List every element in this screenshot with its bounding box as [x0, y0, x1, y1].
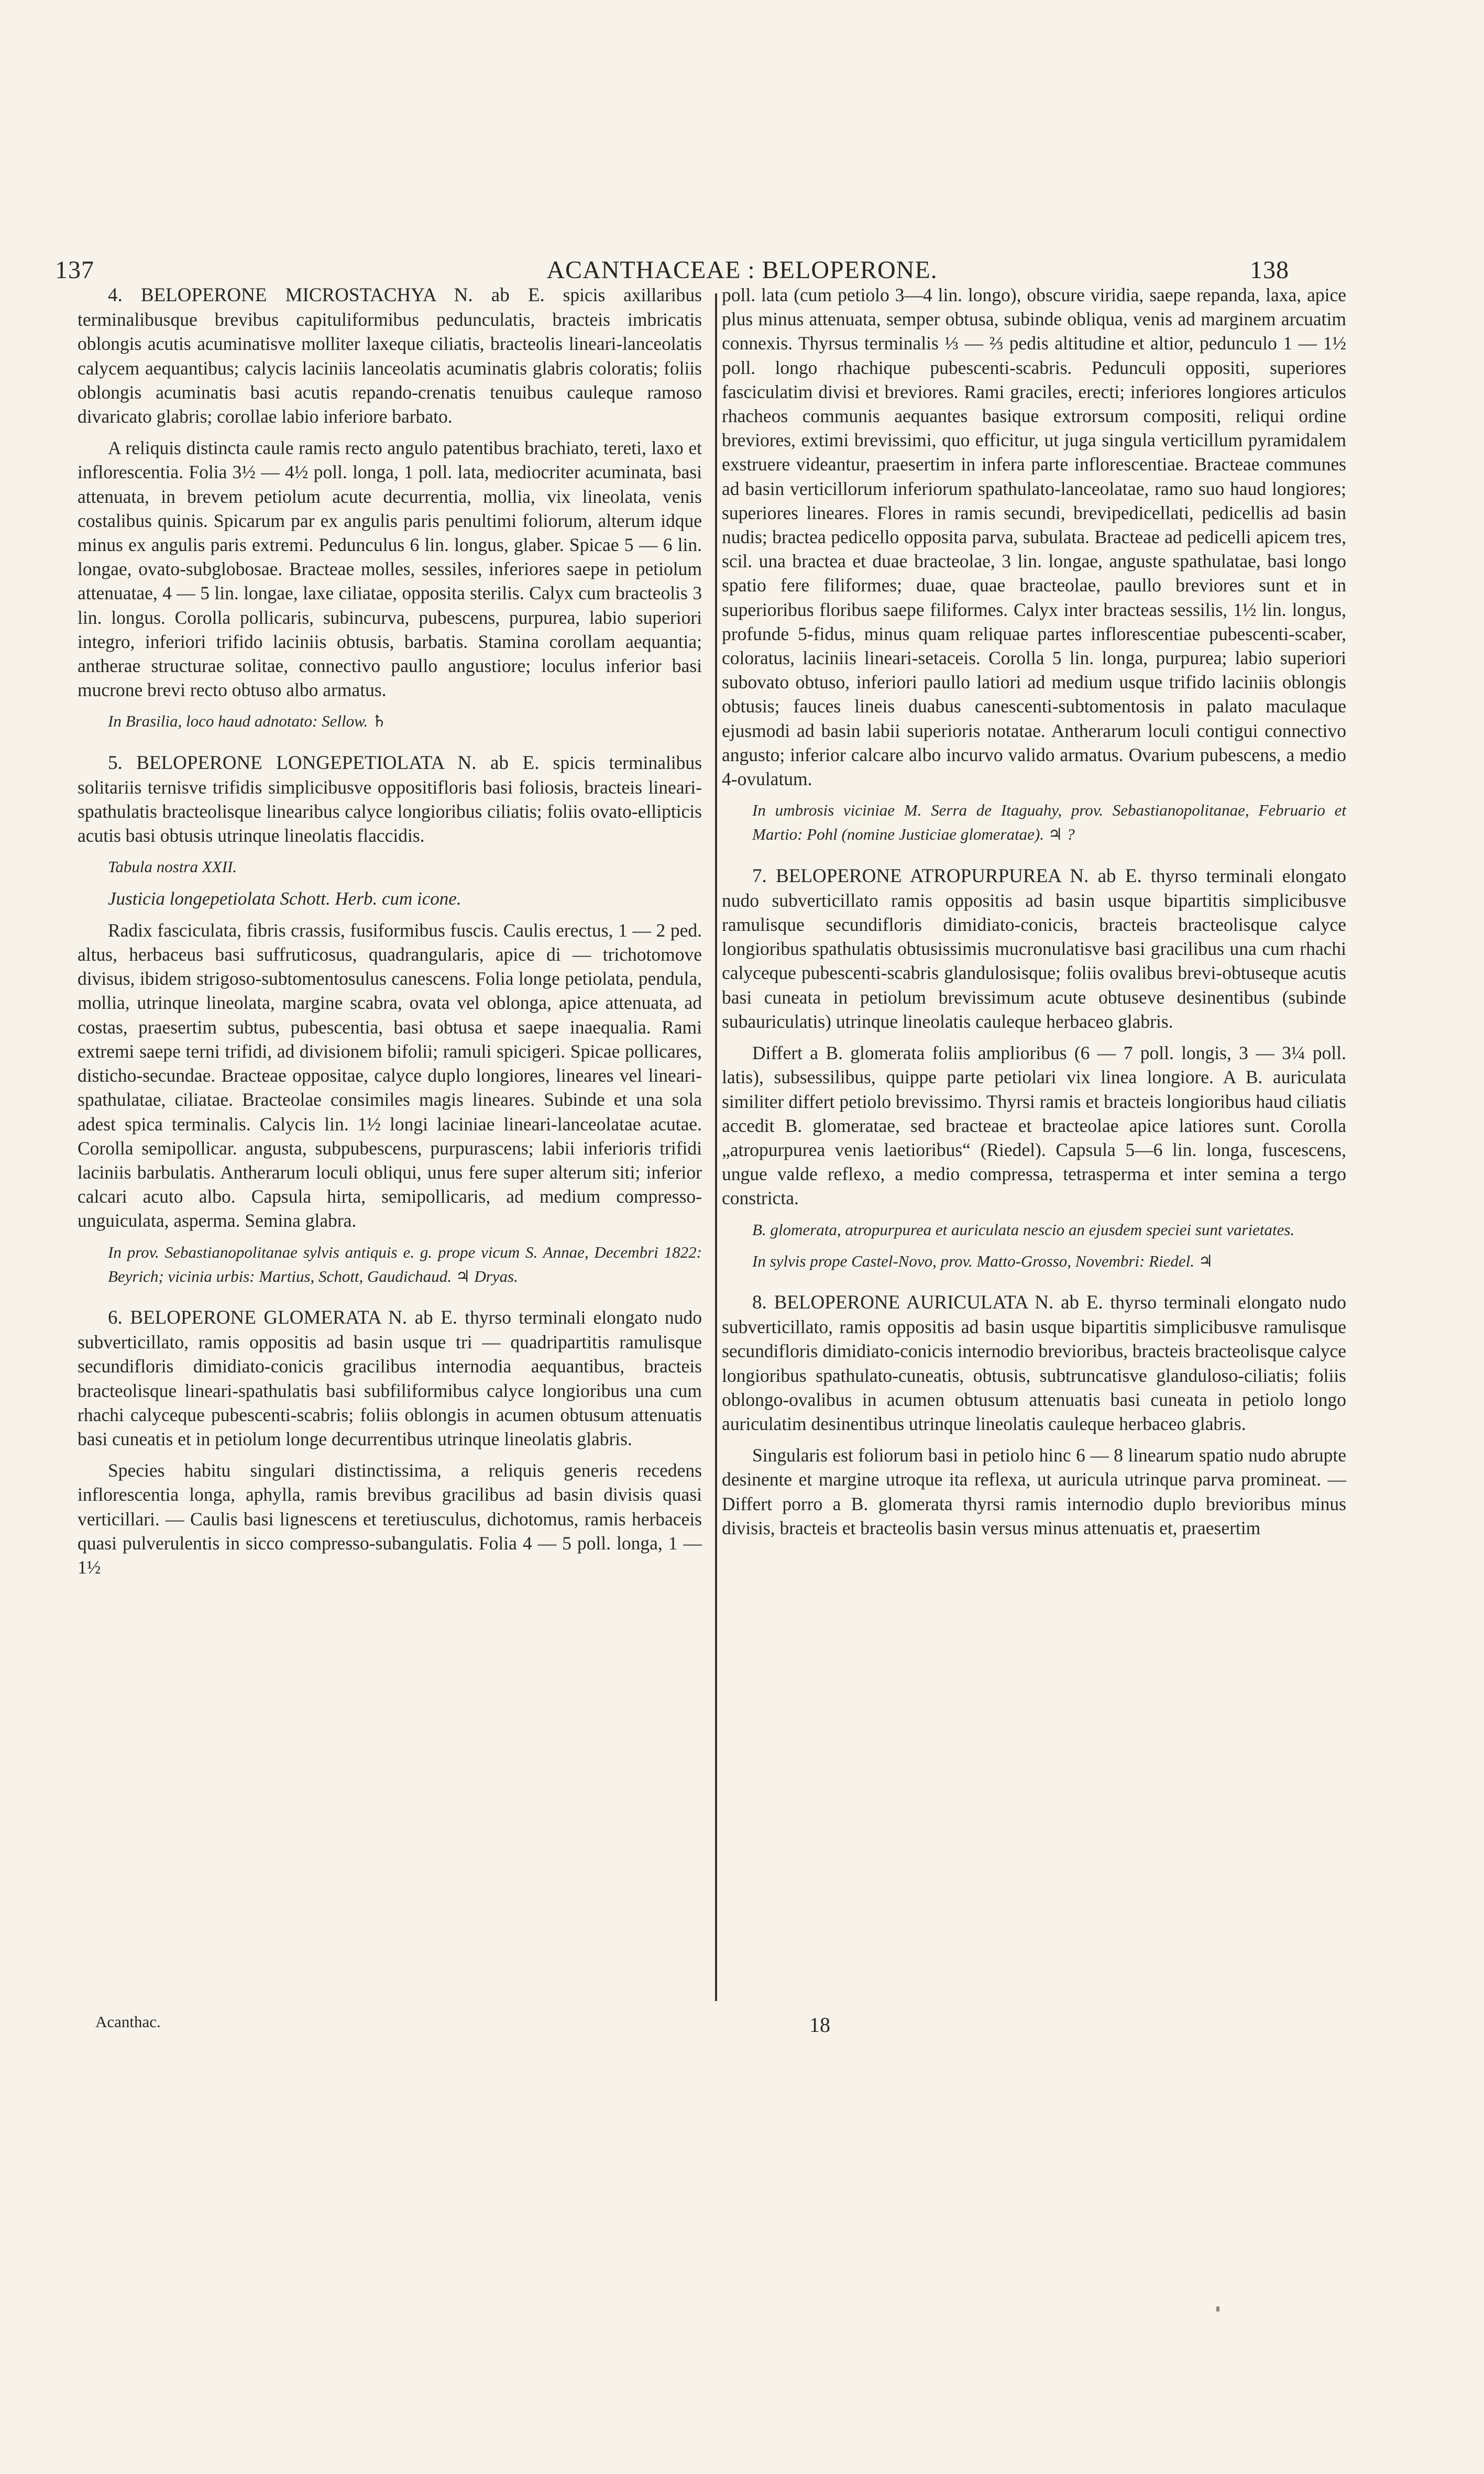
species-6-description: Species habitu singulari distinctissima, a reliquis generis recedens inflorescentia longa, aphylla, ramis brevibus gracilibus ad basin divisis quasi verticillari. — Caulis basi lignescens et teretiusculus, dichotomus, ramis herbaceis quasi pulverulentis in sicco compresso-subangulatis. Folia 4 — 5 poll. longa, 1 — 1½: [78, 1460, 702, 1578]
species-5-synonym: Justicia longepetiolata Schott. Herb. cum icone.: [108, 888, 461, 909]
species-5-plate: Tabula nostra XXII.: [108, 857, 237, 876]
species-8-title: 8. BELOPERONE AURICULATA N. ab E.: [752, 1291, 1103, 1313]
species-5-title: 5. BELOPERONE LONGEPETIOLATA N. ab E.: [108, 752, 540, 774]
species-6-title: 6. BELOPERONE GLOMERATA N. ab E.: [108, 1306, 458, 1328]
species-7-title: 7. BELOPERONE ATROPURPUREA N. ab E.: [752, 865, 1142, 887]
species-4-diagnosis: spicis axillaribus terminalibusque brevibus capituliformibus pedunculatis, bracteis imbricatis oblongis acutis acuminatisve molliter laxeque ciliatis, bracteolis lineari-lanceolatis calycem aequantibus; calycis laciniis lanceolatis acuminatis glabris coloratis; foliis oblongis acuminatis basi acutis repando-crenatis tenuibus cauleque ramoso divaricato glabris; corollae labio inferiore barbato.: [78, 284, 702, 427]
species-6-description-cont: poll. lata (cum petiolo 3—4 lin. longo), obscure viridia, saepe repanda, laxa, apice plus minus attenuata, semper obtusa, subinde obliqua, venis ad marginem arcuatim connexis. Thyrsus terminalis ⅓ — ⅔ pedis altitudine et altior, pedunculo 1 — 1½ poll. longo rhachique pubescenti-scabris. Pedunculi oppositi, superiores fasciculatim divisi et breviores. Rami graciles, erecti; inferiores longiores articulos rhacheos communis aequantes basique extrorsum compositi, reliqui ordine breviores, extimi brevissimi, quo efficitur, ut juga singula verticillum pyramidalem exstruere videantur, praesertim in infera parte inflorescentiae. Bracteae communes ad basin verticillorum inferiorum spathulato-lanceolatae, ramo suo haud longiores; superiores lineares. Flores in ramis secundi, brevipedicellati, pedicellis ad basin nudis; bractea pedicello opposita parva, subulata. Bracteae ad pedicelli apicem tres, scil. una bractea et duae bracteolae, 3 lin. longae, anguste spathulatae, basi longo spatio fere filiformes; duae, quae bracteolae, paullo breviores sunt et in superioribus floribus saepe filiformes. Calyx inter bracteas sessilis, 1½ lin. longus, profunde 5-fidus, minus quam reliquae partes inflorescentiae pubescenti-scaber, coloratus, laciniis lineari-setaceis. Corolla 5 lin. longa, purpurea; labio superiori subovato obtuso, inferiori paullo latiori ad medium usque trifido laciniis oblongis obtusis; fauces lineis duabus canescenti-subtomentosis in palato maculaque ejusmodi ad basin labii superioris notatae. Antherarum loculi contigui connectivo angusto; inferior calcare albo incurvo valido armatus. Ovarium pubescens, a medio 4-ovulatum.: [722, 284, 1346, 790]
species-8-description: Singularis est foliorum basi in petiolo hinc 6 — 8 linearum spatio nudo abrupte desinente et margine utroque ita reflexa, ut auricula utrinque parva promineat. — Differt porro a B. glomerata thyrsi ramis internodio duplo brevioribus minus divisis, bracteis et bracteolis basin versus minus attenuatis et, praesertim: [722, 1445, 1346, 1538]
paper-speck: [1216, 2306, 1219, 2312]
right-column: [722, 283, 1346, 1540]
page-number-right: 138: [1250, 256, 1289, 284]
species-7-locality: In sylvis prope Castel-Novo, prov. Matto-Grosso, Novembri: Riedel. ♃: [752, 1251, 1213, 1270]
species-5-locality: In prov. Sebastianopolitanae sylvis antiquis e. g. prope vicum S. Annae, Decembri 1822: Beyrich; vicinia urbis: Martius, Schott, Gaudichaud. ♃ Dryas.: [108, 1243, 702, 1285]
signature-mark: Acanthac.: [95, 2013, 161, 2031]
species-4-locality: In Brasilia, loco haud adnotato: Sellow. ♄: [108, 712, 387, 731]
gathering-number: 18: [809, 2013, 830, 2037]
species-4-description: A reliquis distincta caule ramis recto angulo patentibus brachiato, tereti, laxo et inflorescentia. Folia 3½ — 4½ poll. longa, 1 poll. lata, mediocriter acuminata, basi attenuata, in brevem petiolum acute decurrentia, mollia, vix lineolata, venis costalibus quinis. Spicarum par ex angulis paris penultimi foliorum, alterum idque minus ex angulis paris extremi. Pedunculus 6 lin. longus, glaber. Spicae 5 — 6 lin. longae, ovato-subglobosae. Bracteae molles, sessiles, inferiores saepe in petiolum attenuatae, 4 — 5 lin. longae, laxe ciliatae, opposita sterilis. Calyx cum bracteolis 3 lin. longus. Corolla pollicaris, subincurva, pubescens, purpurea, labio superiori integro, inferiori trifido laciniis obtusis, barbatis. Stamina corollam aequantia; antherae structurae solitae, connectivo paullo angustiore; loculus inferior basi mucrone brevi recto obtuso albo armatus.: [78, 437, 702, 701]
species-7-description: Differt a B. glomerata foliis amplioribus (6 — 7 poll. longis, 3 — 3¼ poll. latis), subsessilibus, quippe parte petiolari vix linea longiore. A B. auriculata similiter differt petiolo brevissimo. Thyrsi ramis et bracteis longioribus haud ciliatis accedit B. glomeratae, sed bracteae et bracteolae apice latiores sunt. Corolla „atropurpurea venis laetioribus“ (Riedel). Capsula 5—6 lin. longa, fuscescens, ungue valde reflexo, a medio compressa, tetrasperma et inter semina a tergo constricta.: [722, 1042, 1346, 1209]
species-6-locality: In umbrosis viciniae M. Serra de Itaguahy, prov. Sebastianopolitanae, Februario et Martio: Pohl (nomine Justiciae glomeratae). ♃ ?: [752, 801, 1346, 844]
running-title: ACANTHACEAE : BELOPERONE.: [546, 256, 938, 284]
left-column: [78, 283, 702, 1579]
column-divider: [715, 293, 717, 2001]
page-number-left: 137: [55, 256, 94, 284]
species-7-note: B. glomerata, atropurpurea et auriculata nescio an ejusdem speciei sunt varietates.: [752, 1220, 1295, 1239]
species-4-title: 4. BELOPERONE MICROSTACHYA N. ab E.: [108, 284, 545, 306]
species-5-diagnosis: spicis terminalibus solitariis ternisve trifidis simplicibusve oppositifloris basi foliosis, bracteis lineari-spathulatis bracteolisque linearibus calyce longioribus ciliatis; foliis ovato-ellipticis acutis basi obtusis utrinque lineolatis flaccidis.: [78, 752, 702, 846]
species-8-diagnosis: thyrso terminali elongato nudo subverticillato, ramis oppositis ad basin usque bipartitis simplicibusve ramulisque secundifloris dimidiato-conicis internodio brevioribus, bracteis bracteolisque calyce longioribus spathulato-cuneatis, obtusis, subtruncatisve glanduloso-ciliatis; foliis oblongo-ovalibus in acumen obtusum attenuatis basi cuneata in petiolo longo auriculatim desinentibus utrinque lineolatis cauleque herbaceo glabris.: [722, 1291, 1346, 1434]
species-7-diagnosis: thyrso terminali elongato nudo subverticillato ramis oppositis ad basin usque bipartitis simplicibusve ramulisque secundifloris dimidiato-conicis, bracteis bracteolisque calyce longioribus spathulatis obtusissimis mucronulatisve basi gracilibus una cum rhachi calyceque pubescenti-scabris glandulosisque; foliis ovalibus brevi-obtuseque acutis basi cuneata in petiolum brevissimum acute obtuseve desinentibus (subinde subauriculatis) utrinque lineolatis cauleque herbaceo glabris.: [722, 865, 1347, 1032]
species-6-diagnosis: thyrso terminali elongato nudo subverticillato, ramis oppositis ad basin usque tri — quadripartitis ramulisque secundifloris dimidiato-conicis gracilibus internodia aequantibus, bracteis bracteolisque lineari-spathulatis basi subfiliformibus calyce longioribus una cum rhachi calyceque pubescenti-scabris; foliis oblongis in acumen obtusum attenuatis basi cuneatis et in petiolum longe decurrentibus utrinque lineolatis glabris.: [78, 1306, 702, 1449]
species-5-description: Radix fasciculata, fibris crassis, fusiformibus fuscis. Caulis erectus, 1 — 2 ped. altus, herbaceus basi suffruticosus, quadrangularis, apice di — trichotomove divisus, ibidem strigoso-subtomentosulus canescens. Folia longe petiolata, pendula, mollia, utrinque lineolata, margine scabra, ovata vel oblonga, apice attenuata, ad costas, praesertim subtus, pubescentia, basi obtusa et saepe inaequalia. Rami extremi saepe terni trifidi, ad divisionem bifolii; ramuli spicigeri. Spicae pollicares, disticho-secundae. Bracteae oppositae, calyce duplo longiores, lineares vel lineari-spathulatae, ciliatae. Bracteolae consimiles magis lineares. Subinde et una sola adest spica terminalis. Calycis lin. 1½ longi laciniae lineari-lanceolatae acutae. Corolla semipollicar. angusta, subpubescens, purpurascens; labii inferioris trifidi laciniis barbulatis. Antherarum loculi obliqui, unus fere super alterum siti; inferior calcari acuto albo. Capsula hirta, semipollicaris, ad medium compresso-unguiculata, asperma. Semina glabra.: [78, 919, 702, 1231]
